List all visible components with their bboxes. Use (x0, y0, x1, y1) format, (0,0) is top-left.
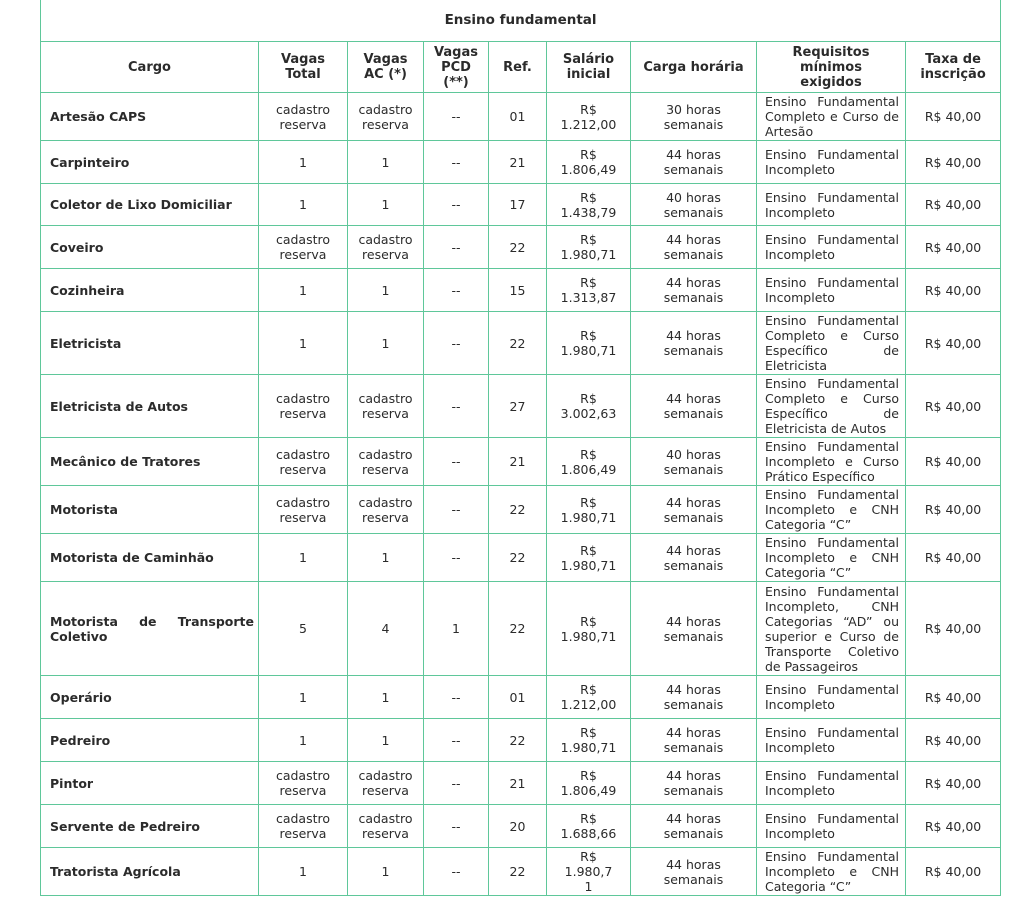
vagas-pcd-cell: -- (424, 486, 489, 534)
vagas-total-cell: 1 (259, 848, 348, 896)
requisitos-cell: Ensino Fundamental Incompleto (757, 805, 906, 848)
requisitos-cell: Ensino Fundamental Incompleto e Curso Prático Específico (757, 438, 906, 486)
vagas-total-cell: cadastro reserva (259, 226, 348, 269)
ref-cell: 15 (489, 269, 547, 312)
salario-cell: R$ 1.980,71 (547, 534, 631, 582)
ref-cell: 01 (489, 93, 547, 141)
vagas-pcd-cell: -- (424, 312, 489, 375)
vagas-pcd-cell: -- (424, 226, 489, 269)
cargo-cell: Artesão CAPS (41, 93, 259, 141)
cargo-cell: Eletricista de Autos (41, 375, 259, 438)
ref-cell: 27 (489, 375, 547, 438)
table-row (41, 719, 1001, 762)
header-requisitos: Requisitos mínimos exigidos (757, 42, 906, 93)
header-vagas-pcd: Vagas PCD (**) (424, 42, 489, 93)
vagas-total-cell: 1 (259, 676, 348, 719)
carga-cell: 40 horas semanais (631, 184, 757, 226)
header-taxa: Taxa de inscrição (906, 42, 1001, 93)
vagas-ac-cell: cadastro reserva (348, 93, 424, 141)
carga-cell: 44 horas semanais (631, 312, 757, 375)
requisitos-cell: Ensino Fundamental Incompleto (757, 141, 906, 184)
requisitos-cell: Ensino Fundamental Completo e Curso de Artesão (757, 93, 906, 141)
vagas-pcd-cell: -- (424, 438, 489, 486)
table-row (41, 438, 1001, 486)
salario-cell: R$ 1.980,7 1 (547, 848, 631, 896)
vagas-total-cell: cadastro reserva (259, 805, 348, 848)
table-row (41, 848, 1001, 896)
vagas-ac-cell: cadastro reserva (348, 438, 424, 486)
requisitos-cell: Ensino Fundamental Completo e Curso Específico de Eletricista (757, 312, 906, 375)
header-cargo: Cargo (41, 42, 259, 93)
vagas-ac-cell: cadastro reserva (348, 762, 424, 805)
vagas-ac-cell: 1 (348, 184, 424, 226)
carga-cell: 44 horas semanais (631, 486, 757, 534)
vacancies-table-container (40, 0, 1000, 896)
cargo-cell: Motorista (41, 486, 259, 534)
ref-cell: 22 (489, 582, 547, 676)
vagas-ac-cell: 1 (348, 312, 424, 375)
taxa-cell: R$ 40,00 (906, 312, 1001, 375)
table-row (41, 226, 1001, 269)
vagas-ac-cell: cadastro reserva (348, 226, 424, 269)
requisitos-cell: Ensino Fundamental Incompleto e CNH Categoria “C” (757, 848, 906, 896)
salario-cell: R$ 1.806,49 (547, 438, 631, 486)
vagas-ac-cell: 1 (348, 676, 424, 719)
salario-cell: R$ 1.212,00 (547, 93, 631, 141)
vagas-total-cell: 1 (259, 184, 348, 226)
taxa-cell: R$ 40,00 (906, 719, 1001, 762)
taxa-cell: R$ 40,00 (906, 375, 1001, 438)
table-row (41, 805, 1001, 848)
table-row (41, 582, 1001, 676)
cargo-cell: Tratorista Agrícola (41, 848, 259, 896)
table-row (41, 375, 1001, 438)
vagas-ac-cell: 1 (348, 141, 424, 184)
ref-cell: 21 (489, 762, 547, 805)
carga-cell: 44 horas semanais (631, 676, 757, 719)
header-salario: Salário inicial (547, 42, 631, 93)
carga-cell: 44 horas semanais (631, 848, 757, 896)
carga-cell: 44 horas semanais (631, 805, 757, 848)
vagas-pcd-cell: -- (424, 805, 489, 848)
vagas-pcd-cell: -- (424, 676, 489, 719)
table-row (41, 269, 1001, 312)
vagas-pcd-cell: 1 (424, 582, 489, 676)
cargo-cell: Pedreiro (41, 719, 259, 762)
salario-cell: R$ 1.980,71 (547, 226, 631, 269)
table-row (41, 534, 1001, 582)
requisitos-cell: Ensino Fundamental Incompleto (757, 719, 906, 762)
ref-cell: 20 (489, 805, 547, 848)
vagas-total-cell: 1 (259, 269, 348, 312)
carga-cell: 44 horas semanais (631, 762, 757, 805)
table-row (41, 312, 1001, 375)
requisitos-cell: Ensino Fundamental Incompleto (757, 226, 906, 269)
vagas-pcd-cell: -- (424, 141, 489, 184)
table-row (41, 676, 1001, 719)
requisitos-cell: Ensino Fundamental Incompleto (757, 184, 906, 226)
carga-cell: 44 horas semanais (631, 226, 757, 269)
table-row (41, 762, 1001, 805)
cargo-cell: Motorista de Transporte Coletivo (41, 582, 259, 676)
vagas-pcd-cell: -- (424, 848, 489, 896)
ref-cell: 22 (489, 534, 547, 582)
salario-cell: R$ 1.438,79 (547, 184, 631, 226)
taxa-cell: R$ 40,00 (906, 582, 1001, 676)
table-caption: Ensino fundamental (41, 0, 1001, 42)
carga-cell: 44 horas semanais (631, 269, 757, 312)
vagas-pcd-cell: -- (424, 269, 489, 312)
vagas-pcd-cell: -- (424, 534, 489, 582)
carga-cell: 44 horas semanais (631, 534, 757, 582)
header-vagas-ac: Vagas AC (*) (348, 42, 424, 93)
vagas-total-cell: 1 (259, 141, 348, 184)
vagas-ac-cell: cadastro reserva (348, 486, 424, 534)
ref-cell: 22 (489, 848, 547, 896)
cargo-cell: Pintor (41, 762, 259, 805)
taxa-cell: R$ 40,00 (906, 805, 1001, 848)
taxa-cell: R$ 40,00 (906, 486, 1001, 534)
cargo-cell: Operário (41, 676, 259, 719)
table-row (41, 93, 1001, 141)
table-row (41, 184, 1001, 226)
ref-cell: 22 (489, 719, 547, 762)
carga-cell: 44 horas semanais (631, 582, 757, 676)
cargo-cell: Motorista de Caminhão (41, 534, 259, 582)
taxa-cell: R$ 40,00 (906, 93, 1001, 141)
salario-cell: R$ 1.980,71 (547, 486, 631, 534)
requisitos-cell: Ensino Fundamental Completo e Curso Específico de Eletricista de Autos (757, 375, 906, 438)
salario-cell: R$ 1.980,71 (547, 582, 631, 676)
taxa-cell: R$ 40,00 (906, 848, 1001, 896)
cargo-cell: Mecânico de Tratores (41, 438, 259, 486)
requisitos-cell: Ensino Fundamental Incompleto, CNH Categorias “AD” ou superior e Curso de Transporte Coletivo de Passageiros (757, 582, 906, 676)
vagas-total-cell: cadastro reserva (259, 438, 348, 486)
cargo-cell: Cozinheira (41, 269, 259, 312)
requisitos-cell: Ensino Fundamental Incompleto (757, 269, 906, 312)
taxa-cell: R$ 40,00 (906, 438, 1001, 486)
requisitos-cell: Ensino Fundamental Incompleto (757, 676, 906, 719)
vagas-ac-cell: 1 (348, 848, 424, 896)
salario-cell: R$ 1.212,00 (547, 676, 631, 719)
carga-cell: 30 horas semanais (631, 93, 757, 141)
carga-cell: 44 horas semanais (631, 375, 757, 438)
ref-cell: 21 (489, 141, 547, 184)
cargo-cell: Servente de Pedreiro (41, 805, 259, 848)
taxa-cell: R$ 40,00 (906, 226, 1001, 269)
cargo-cell: Eletricista (41, 312, 259, 375)
vagas-pcd-cell: -- (424, 93, 489, 141)
ref-cell: 22 (489, 312, 547, 375)
cargo-cell: Coletor de Lixo Domiciliar (41, 184, 259, 226)
vagas-ac-cell: 1 (348, 269, 424, 312)
vacancies-table (40, 0, 1001, 896)
requisitos-cell: Ensino Fundamental Incompleto e CNH Categoria “C” (757, 486, 906, 534)
ref-cell: 17 (489, 184, 547, 226)
requisitos-cell: Ensino Fundamental Incompleto (757, 762, 906, 805)
header-carga: Carga horária (631, 42, 757, 93)
vagas-ac-cell: 1 (348, 534, 424, 582)
requisitos-cell: Ensino Fundamental Incompleto e CNH Categoria “C” (757, 534, 906, 582)
salario-cell: R$ 1.980,71 (547, 719, 631, 762)
vagas-total-cell: cadastro reserva (259, 375, 348, 438)
table-body (41, 93, 1001, 896)
vagas-ac-cell: cadastro reserva (348, 805, 424, 848)
table-row (41, 141, 1001, 184)
vagas-total-cell: cadastro reserva (259, 762, 348, 805)
cargo-cell: Coveiro (41, 226, 259, 269)
vagas-total-cell: 5 (259, 582, 348, 676)
salario-cell: R$ 1.980,71 (547, 312, 631, 375)
vagas-pcd-cell: -- (424, 375, 489, 438)
carga-cell: 44 horas semanais (631, 141, 757, 184)
carga-cell: 44 horas semanais (631, 719, 757, 762)
ref-cell: 21 (489, 438, 547, 486)
header-vagas-total: Vagas Total (259, 42, 348, 93)
salario-cell: R$ 1.688,66 (547, 805, 631, 848)
salario-cell: R$ 1.806,49 (547, 762, 631, 805)
vagas-total-cell: cadastro reserva (259, 486, 348, 534)
carga-cell: 40 horas semanais (631, 438, 757, 486)
taxa-cell: R$ 40,00 (906, 141, 1001, 184)
vagas-total-cell: cadastro reserva (259, 93, 348, 141)
vagas-ac-cell: 4 (348, 582, 424, 676)
vagas-total-cell: 1 (259, 534, 348, 582)
vagas-pcd-cell: -- (424, 184, 489, 226)
vagas-total-cell: 1 (259, 719, 348, 762)
ref-cell: 01 (489, 676, 547, 719)
table-header-row (41, 42, 1001, 93)
salario-cell: R$ 1.313,87 (547, 269, 631, 312)
vagas-pcd-cell: -- (424, 762, 489, 805)
vagas-total-cell: 1 (259, 312, 348, 375)
taxa-cell: R$ 40,00 (906, 762, 1001, 805)
salario-cell: R$ 3.002,63 (547, 375, 631, 438)
taxa-cell: R$ 40,00 (906, 534, 1001, 582)
taxa-cell: R$ 40,00 (906, 676, 1001, 719)
ref-cell: 22 (489, 226, 547, 269)
vagas-ac-cell: cadastro reserva (348, 375, 424, 438)
vagas-ac-cell: 1 (348, 719, 424, 762)
taxa-cell: R$ 40,00 (906, 269, 1001, 312)
header-ref: Ref. (489, 42, 547, 93)
table-row (41, 486, 1001, 534)
vagas-pcd-cell: -- (424, 719, 489, 762)
taxa-cell: R$ 40,00 (906, 184, 1001, 226)
ref-cell: 22 (489, 486, 547, 534)
cargo-cell: Carpinteiro (41, 141, 259, 184)
salario-cell: R$ 1.806,49 (547, 141, 631, 184)
